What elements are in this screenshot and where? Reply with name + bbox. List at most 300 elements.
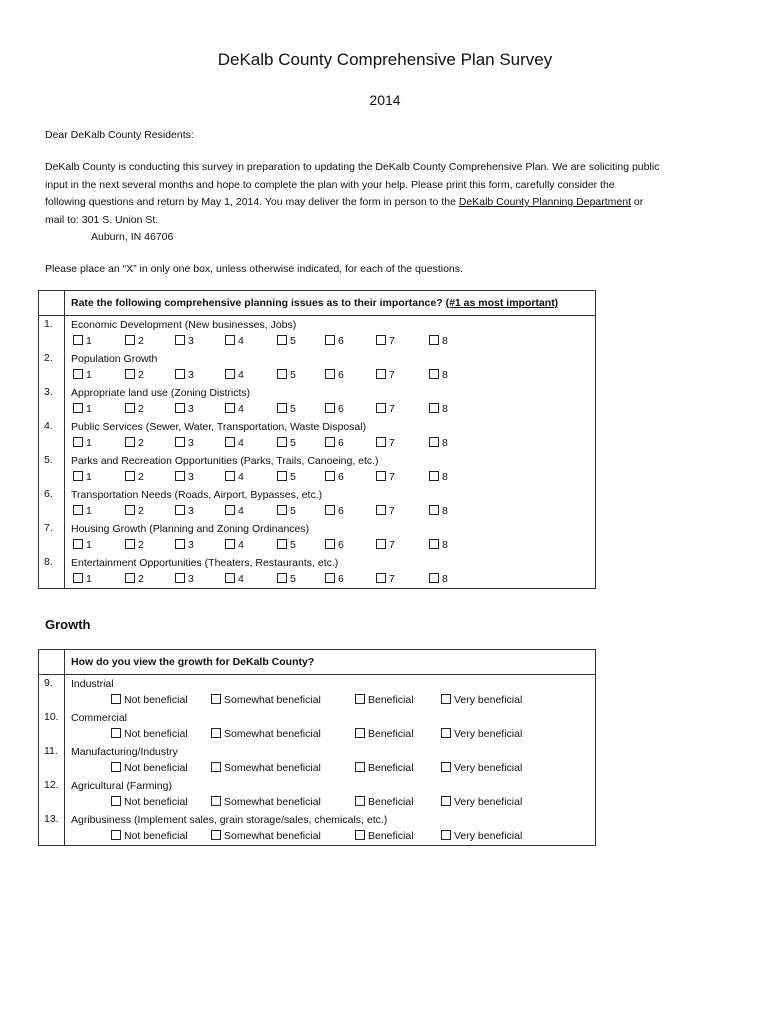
- answer-option[interactable]: [441, 693, 522, 707]
- answer-option[interactable]: [325, 572, 344, 586]
- option-label: 8: [442, 539, 448, 551]
- option-label: Somewhat beneficial: [224, 830, 321, 842]
- intro-line: input in the next several months and hope to complete the plan with your help. Please print this form, carefully consider the: [45, 178, 615, 191]
- question-number: 9.: [39, 675, 65, 710]
- checkbox-icon[interactable]: [325, 505, 335, 515]
- answer-option[interactable]: [225, 402, 244, 416]
- checkbox-icon[interactable]: [211, 830, 221, 840]
- question-body: [65, 486, 596, 520]
- option-label: 4: [238, 437, 244, 449]
- checkbox-icon[interactable]: [73, 539, 83, 549]
- question-label: Agribusiness (Implement sales, grain storage/sales, chemicals, etc.): [71, 814, 388, 826]
- question-body: [65, 316, 596, 351]
- answer-option[interactable]: [277, 572, 296, 586]
- option-label: 2: [138, 471, 144, 483]
- checkbox-icon[interactable]: [429, 437, 439, 447]
- planning-department-link[interactable]: DeKalb County Planning Department: [458, 196, 632, 208]
- survey-year: 2014: [369, 92, 401, 108]
- answer-option[interactable]: [225, 504, 244, 518]
- growth-header: How do you view the growth for DeKalb County?: [65, 650, 596, 675]
- question-label: Population Growth: [71, 353, 158, 365]
- checkbox-icon[interactable]: [225, 369, 235, 379]
- rating-question-row: [39, 350, 596, 384]
- answer-option[interactable]: [441, 795, 522, 809]
- option-label: Beneficial: [368, 830, 414, 842]
- checkbox-icon[interactable]: [376, 471, 386, 481]
- checkbox-icon[interactable]: [175, 505, 185, 515]
- question-number: 6.: [39, 486, 65, 520]
- option-label: 5: [290, 573, 296, 585]
- answer-options: [71, 435, 589, 452]
- checkbox-icon[interactable]: [125, 573, 135, 583]
- answer-option[interactable]: [376, 470, 395, 484]
- answer-option[interactable]: [111, 727, 188, 741]
- growth-section-title: Growth: [45, 617, 91, 632]
- checkbox-icon[interactable]: [441, 694, 451, 704]
- answer-options: [71, 726, 589, 743]
- intro-line: [45, 194, 735, 212]
- checkbox-icon[interactable]: [277, 505, 287, 515]
- checkbox-icon[interactable]: [429, 539, 439, 549]
- option-label: 3: [188, 335, 194, 347]
- option-label: 4: [238, 471, 244, 483]
- rating-header-text: Rate the following comprehensive planning issues as to their importance?: [71, 297, 446, 309]
- question-number: 10.: [39, 709, 65, 743]
- answer-options: [71, 401, 589, 418]
- question-label: Transportation Needs (Roads, Airport, Bypasses, etc.): [71, 489, 323, 501]
- answer-option[interactable]: [429, 470, 448, 484]
- checkbox-icon[interactable]: [355, 762, 365, 772]
- checkbox-icon[interactable]: [73, 505, 83, 515]
- question-label: Agricultural (Farming): [71, 780, 172, 792]
- checkbox-icon[interactable]: [376, 437, 386, 447]
- checkbox-icon[interactable]: [111, 796, 121, 806]
- option-label: 3: [188, 573, 194, 585]
- answer-option[interactable]: [211, 693, 321, 707]
- checkbox-icon[interactable]: [125, 437, 135, 447]
- answer-option[interactable]: [429, 334, 448, 348]
- option-label: 3: [188, 539, 194, 551]
- checkbox-icon[interactable]: [125, 471, 135, 481]
- option-label: 1: [86, 539, 92, 551]
- checkbox-icon[interactable]: [355, 728, 365, 738]
- option-label: 2: [138, 335, 144, 347]
- question-number: 2.: [39, 350, 65, 384]
- rating-table: [38, 290, 596, 589]
- answer-option[interactable]: [73, 436, 92, 450]
- option-label: 7: [389, 573, 395, 585]
- answer-options: [71, 760, 589, 777]
- checkbox-icon[interactable]: [441, 762, 451, 772]
- answer-option[interactable]: [376, 334, 395, 348]
- answer-option[interactable]: [125, 572, 144, 586]
- option-label: 4: [238, 403, 244, 415]
- answer-option[interactable]: [175, 436, 194, 450]
- checkbox-icon[interactable]: [175, 437, 185, 447]
- option-label: 5: [290, 539, 296, 551]
- answer-option[interactable]: [225, 538, 244, 552]
- checkbox-icon[interactable]: [73, 471, 83, 481]
- answer-option[interactable]: [429, 402, 448, 416]
- growth-question-row: [39, 777, 596, 811]
- answer-option[interactable]: [376, 436, 395, 450]
- option-label: 7: [389, 335, 395, 347]
- question-label: Parks and Recreation Opportunities (Parks, Trails, Canoeing, etc.): [71, 455, 379, 467]
- question-number: 11.: [39, 743, 65, 777]
- checkbox-icon[interactable]: [225, 403, 235, 413]
- answer-option[interactable]: [175, 470, 194, 484]
- checkbox-icon[interactable]: [225, 539, 235, 549]
- answer-option[interactable]: [73, 334, 92, 348]
- checkbox-icon[interactable]: [355, 796, 365, 806]
- answer-option[interactable]: [225, 334, 244, 348]
- option-label: 5: [290, 403, 296, 415]
- checkbox-icon[interactable]: [175, 335, 185, 345]
- option-label: 1: [86, 335, 92, 347]
- checkbox-icon[interactable]: [376, 505, 386, 515]
- checkbox-icon[interactable]: [376, 335, 386, 345]
- checkbox-icon[interactable]: [73, 437, 83, 447]
- checkbox-icon[interactable]: [429, 335, 439, 345]
- checkbox-icon[interactable]: [429, 573, 439, 583]
- checkbox-icon[interactable]: [325, 335, 335, 345]
- checkbox-icon[interactable]: [441, 728, 451, 738]
- answer-option[interactable]: [125, 334, 144, 348]
- checkbox-icon[interactable]: [429, 403, 439, 413]
- option-label: 1: [86, 471, 92, 483]
- question-body: [65, 452, 596, 486]
- checkbox-icon[interactable]: [376, 403, 386, 413]
- checkbox-icon[interactable]: [277, 369, 287, 379]
- answer-option[interactable]: [73, 470, 92, 484]
- checkbox-icon[interactable]: [376, 369, 386, 379]
- option-label: 7: [389, 369, 395, 381]
- growth-question-row: [39, 709, 596, 743]
- option-label: 7: [389, 505, 395, 517]
- question-body: [65, 418, 596, 452]
- checkbox-icon[interactable]: [429, 505, 439, 515]
- option-label: 5: [290, 369, 296, 381]
- answer-option[interactable]: [355, 693, 414, 707]
- checkbox-icon[interactable]: [225, 471, 235, 481]
- option-label: Somewhat beneficial: [224, 694, 321, 706]
- answer-options: [71, 367, 589, 384]
- option-label: 8: [442, 471, 448, 483]
- answer-option[interactable]: [429, 368, 448, 382]
- answer-option[interactable]: [225, 436, 244, 450]
- question-label: Commercial: [71, 712, 128, 724]
- question-number: 8.: [39, 554, 65, 589]
- answer-option[interactable]: [225, 470, 244, 484]
- answer-option[interactable]: [277, 368, 296, 382]
- checkbox-icon[interactable]: [225, 437, 235, 447]
- answer-option[interactable]: [277, 504, 296, 518]
- option-label: 7: [389, 471, 395, 483]
- header-spacer: [39, 291, 65, 316]
- checkbox-icon[interactable]: [376, 539, 386, 549]
- answer-option[interactable]: [376, 538, 395, 552]
- option-label: 1: [86, 573, 92, 585]
- checkbox-icon[interactable]: [225, 505, 235, 515]
- checkbox-icon[interactable]: [73, 335, 83, 345]
- option-label: 6: [338, 335, 344, 347]
- answer-option[interactable]: [175, 368, 194, 382]
- answer-option[interactable]: [111, 693, 188, 707]
- option-label: 2: [138, 437, 144, 449]
- answer-option[interactable]: [73, 538, 92, 552]
- checkbox-icon[interactable]: [355, 830, 365, 840]
- answer-option[interactable]: [429, 538, 448, 552]
- checkbox-icon[interactable]: [277, 539, 287, 549]
- mailing-address-city: Auburn, IN 46706: [91, 231, 174, 243]
- answer-option[interactable]: [441, 727, 522, 741]
- answer-options: [71, 571, 589, 588]
- page-title: DeKalb County Comprehensive Plan Survey: [217, 50, 553, 69]
- option-label: 3: [188, 437, 194, 449]
- answer-option[interactable]: [355, 761, 414, 775]
- option-label: 5: [290, 437, 296, 449]
- checkbox-icon[interactable]: [441, 796, 451, 806]
- option-label: Beneficial: [368, 796, 414, 808]
- question-number: 3.: [39, 384, 65, 418]
- checkbox-icon[interactable]: [125, 335, 135, 345]
- question-body: [65, 384, 596, 418]
- checkbox-icon[interactable]: [175, 403, 185, 413]
- option-label: 8: [442, 369, 448, 381]
- answer-option[interactable]: [211, 795, 321, 809]
- option-label: 2: [138, 539, 144, 551]
- answer-option[interactable]: [125, 538, 144, 552]
- answer-option[interactable]: [111, 795, 188, 809]
- checkbox-icon[interactable]: [73, 369, 83, 379]
- option-label: 2: [138, 403, 144, 415]
- question-label: Economic Development (New businesses, Jobs): [71, 319, 297, 331]
- rating-question-row: [39, 486, 596, 520]
- answer-option[interactable]: [376, 504, 395, 518]
- option-label: Beneficial: [368, 728, 414, 740]
- option-label: 2: [138, 369, 144, 381]
- checkbox-icon[interactable]: [125, 403, 135, 413]
- checkbox-icon[interactable]: [325, 471, 335, 481]
- answer-option[interactable]: [325, 334, 344, 348]
- answer-option[interactable]: [325, 538, 344, 552]
- checkbox-icon[interactable]: [225, 335, 235, 345]
- header-spacer: [39, 650, 65, 675]
- option-label: 7: [389, 539, 395, 551]
- rating-question-row: [39, 554, 596, 589]
- option-label: 4: [238, 539, 244, 551]
- answer-option[interactable]: [225, 368, 244, 382]
- option-label: 6: [338, 369, 344, 381]
- checkbox-icon[interactable]: [325, 403, 335, 413]
- option-label: 7: [389, 437, 395, 449]
- checkbox-icon[interactable]: [125, 369, 135, 379]
- question-number: 7.: [39, 520, 65, 554]
- answer-option[interactable]: [325, 402, 344, 416]
- intro-text: following questions and return by May 1, 2014. You may deliver the form in person to the: [45, 196, 459, 208]
- answer-option[interactable]: [175, 572, 194, 586]
- answer-option[interactable]: [125, 402, 144, 416]
- answer-options: [71, 794, 589, 811]
- question-number: 12.: [39, 777, 65, 811]
- checkbox-icon[interactable]: [211, 694, 221, 704]
- answer-option[interactable]: [73, 572, 92, 586]
- checkbox-icon[interactable]: [325, 539, 335, 549]
- option-label: 4: [238, 369, 244, 381]
- answer-option[interactable]: [211, 761, 321, 775]
- checkbox-icon[interactable]: [325, 437, 335, 447]
- answer-option[interactable]: [73, 504, 92, 518]
- checkbox-icon[interactable]: [175, 539, 185, 549]
- answer-option[interactable]: [441, 761, 522, 775]
- question-body: [65, 554, 596, 589]
- checkbox-icon[interactable]: [211, 796, 221, 806]
- option-label: Very beneficial: [454, 762, 523, 774]
- answer-option[interactable]: [111, 829, 188, 843]
- checkbox-icon[interactable]: [175, 471, 185, 481]
- option-label: 5: [290, 335, 296, 347]
- option-label: Very beneficial: [454, 728, 523, 740]
- option-label: Not beneficial: [124, 796, 188, 808]
- answer-option[interactable]: [325, 368, 344, 382]
- checkbox-icon[interactable]: [111, 728, 121, 738]
- checkbox-icon[interactable]: [125, 539, 135, 549]
- growth-question-row: [39, 675, 596, 710]
- answer-option[interactable]: [325, 504, 344, 518]
- checkbox-icon[interactable]: [429, 369, 439, 379]
- option-label: 4: [238, 335, 244, 347]
- answer-option[interactable]: [211, 727, 321, 741]
- rating-question-row: [39, 384, 596, 418]
- answer-option[interactable]: [175, 504, 194, 518]
- checkbox-icon[interactable]: [277, 437, 287, 447]
- answer-option[interactable]: [376, 572, 395, 586]
- answer-option[interactable]: [355, 829, 414, 843]
- question-label: Manufacturing/Industry: [71, 746, 178, 758]
- answer-option[interactable]: [73, 368, 92, 382]
- option-label: Not beneficial: [124, 728, 188, 740]
- answer-option[interactable]: [355, 727, 414, 741]
- answer-option[interactable]: [125, 368, 144, 382]
- question-number: 1.: [39, 316, 65, 351]
- answer-option[interactable]: [441, 829, 522, 843]
- question-label: Appropriate land use (Zoning Districts): [71, 387, 251, 399]
- checkbox-icon[interactable]: [441, 830, 451, 840]
- answer-option[interactable]: [376, 368, 395, 382]
- answer-option[interactable]: [277, 436, 296, 450]
- checkbox-icon[interactable]: [175, 573, 185, 583]
- answer-options: [71, 537, 589, 554]
- question-body: [65, 675, 596, 710]
- option-label: 1: [86, 369, 92, 381]
- checkbox-icon[interactable]: [277, 335, 287, 345]
- question-body: [65, 350, 596, 384]
- answer-option[interactable]: [277, 402, 296, 416]
- answer-option[interactable]: [277, 334, 296, 348]
- answer-option[interactable]: [211, 829, 321, 843]
- answer-option[interactable]: [125, 436, 144, 450]
- answer-option[interactable]: [175, 334, 194, 348]
- checkbox-icon[interactable]: [325, 369, 335, 379]
- answer-option[interactable]: [73, 402, 92, 416]
- option-label: 1: [86, 505, 92, 517]
- checkbox-icon[interactable]: [175, 369, 185, 379]
- checkbox-icon[interactable]: [325, 573, 335, 583]
- checkbox-icon[interactable]: [225, 573, 235, 583]
- option-label: Not beneficial: [124, 762, 188, 774]
- answer-option[interactable]: [376, 402, 395, 416]
- checkbox-icon[interactable]: [73, 573, 83, 583]
- option-label: Very beneficial: [454, 796, 523, 808]
- checkbox-icon[interactable]: [125, 505, 135, 515]
- question-label: Industrial: [71, 678, 114, 690]
- question-number: 5.: [39, 452, 65, 486]
- checkbox-icon[interactable]: [355, 694, 365, 704]
- answer-option[interactable]: [225, 572, 244, 586]
- option-label: Very beneficial: [454, 694, 523, 706]
- option-label: 3: [188, 471, 194, 483]
- answer-option[interactable]: [325, 436, 344, 450]
- question-number: 13.: [39, 811, 65, 846]
- answer-option[interactable]: [125, 470, 144, 484]
- question-body: [65, 811, 596, 846]
- checkbox-icon[interactable]: [277, 573, 287, 583]
- rating-question-row: [39, 452, 596, 486]
- growth-question-row: [39, 811, 596, 846]
- mailing-address-street: mail to: 301 S. Union St.: [45, 213, 159, 226]
- answer-option[interactable]: [175, 538, 194, 552]
- checkbox-icon[interactable]: [277, 471, 287, 481]
- question-body: [65, 520, 596, 554]
- question-label: Entertainment Opportunities (Theaters, Restaurants, etc.): [71, 557, 339, 569]
- answer-option[interactable]: [125, 504, 144, 518]
- answer-options: [71, 469, 589, 486]
- answer-option[interactable]: [325, 470, 344, 484]
- checkbox-icon[interactable]: [211, 728, 221, 738]
- option-label: Beneficial: [368, 694, 414, 706]
- growth-question-row: [39, 743, 596, 777]
- answer-option[interactable]: [429, 572, 448, 586]
- option-label: 1: [86, 437, 92, 449]
- instructions: Please place an “X” in only one box, unless otherwise indicated, for each of the questions.: [45, 263, 463, 275]
- answer-option[interactable]: [175, 402, 194, 416]
- checkbox-icon[interactable]: [429, 471, 439, 481]
- question-body: [65, 743, 596, 777]
- checkbox-icon[interactable]: [73, 403, 83, 413]
- intro-text: or: [631, 196, 644, 208]
- answer-option[interactable]: [111, 761, 188, 775]
- answer-option[interactable]: [277, 538, 296, 552]
- checkbox-icon[interactable]: [111, 762, 121, 772]
- checkbox-icon[interactable]: [111, 830, 121, 840]
- option-label: 2: [138, 573, 144, 585]
- answer-option[interactable]: [429, 504, 448, 518]
- answer-option[interactable]: [429, 436, 448, 450]
- answer-option[interactable]: [277, 470, 296, 484]
- option-label: 6: [338, 505, 344, 517]
- question-label: Housing Growth (Planning and Zoning Ordinances): [71, 523, 310, 535]
- checkbox-icon[interactable]: [111, 694, 121, 704]
- answer-option[interactable]: [355, 795, 414, 809]
- checkbox-icon[interactable]: [277, 403, 287, 413]
- checkbox-icon[interactable]: [376, 573, 386, 583]
- checkbox-icon[interactable]: [211, 762, 221, 772]
- rating-question-row: [39, 418, 596, 452]
- rating-header-note: (#1 as most important): [445, 297, 559, 309]
- option-label: 3: [188, 505, 194, 517]
- answer-options: [71, 828, 589, 845]
- option-label: 3: [188, 369, 194, 381]
